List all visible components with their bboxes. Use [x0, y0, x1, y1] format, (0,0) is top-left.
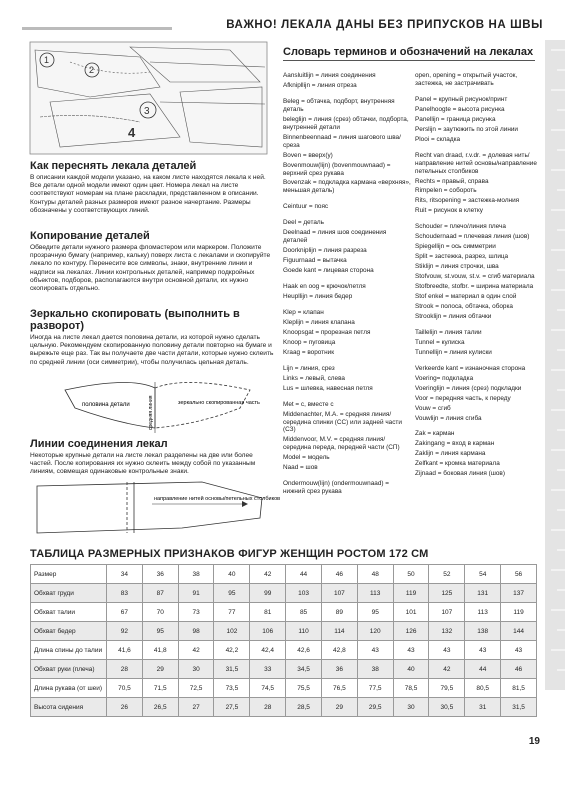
- table-cell: 78,5: [393, 679, 429, 698]
- glossary-entry: Zakingang = вход в карман: [415, 440, 495, 448]
- table-cell: 99: [250, 584, 286, 603]
- glossary-entry: Boven = вверх(у): [283, 151, 333, 159]
- table-cell: 72,5: [178, 679, 214, 698]
- table-cell: 31,5: [214, 660, 250, 679]
- table-cell: 73: [178, 603, 214, 622]
- glossary-entry: Doorkniplijn = линия разреза: [283, 247, 367, 255]
- glossary-entry: beleglijn = линия (срез) обтачки, подборта, внутренней детали: [283, 115, 409, 131]
- table-cell: 95: [142, 622, 178, 641]
- glossary-column-1: [283, 72, 411, 498]
- section-heading: Как переснять лекала деталей: [30, 160, 197, 172]
- table-cell: 95: [357, 603, 393, 622]
- glossary-entry: Kleplijn = линия клапана: [283, 318, 355, 326]
- glossary-entry: Ruit = рисунок в клетку: [415, 207, 483, 215]
- glossary-entry: Voeringlijn = линия (срез) подкладки: [415, 384, 522, 392]
- table-cell: 43: [501, 641, 537, 660]
- row-label: Длина спины до талии: [31, 641, 107, 660]
- table-cell: 42,4: [250, 641, 286, 660]
- glossary-column-2: [415, 72, 540, 480]
- sketch-num-1: 1: [44, 55, 50, 65]
- glossary-entry: Split = застежка, разрез, шлица: [415, 253, 509, 261]
- row-label: Длина рукава (от шеи): [31, 679, 107, 698]
- table-cell: 89: [321, 603, 357, 622]
- table-cell: 34,5: [286, 660, 322, 679]
- table-cell: 74,5: [250, 679, 286, 698]
- glossary-entry: Taillelijn = линия талии: [415, 328, 482, 336]
- glossary-entry: Schouder = плечо/линия плеча: [415, 223, 506, 231]
- row-label: Обхват бедер: [31, 622, 107, 641]
- row-label: Обхват груди: [31, 584, 107, 603]
- table-cell: 119: [501, 603, 537, 622]
- table-cell: 38: [357, 660, 393, 679]
- header-stripe: [22, 27, 172, 30]
- glossary-entry: Afknipllijn = линия отреза: [283, 81, 357, 89]
- table-cell: 92: [107, 622, 143, 641]
- table-cell: 42: [250, 565, 286, 584]
- table-cell: 31: [465, 698, 501, 717]
- table-cell: 43: [465, 641, 501, 660]
- table-cell: 138: [465, 622, 501, 641]
- table-cell: 52: [429, 565, 465, 584]
- glossary-entry: Perslijn = заутюжить по этой линии: [415, 125, 519, 133]
- table-cell: 113: [357, 584, 393, 603]
- glossary-title: Словарь терминов и обозначений на лекалах: [283, 46, 534, 58]
- glossary-entry: Tunnellijn = линия кулиски: [415, 348, 492, 356]
- section-joining-lines: [30, 438, 275, 477]
- glossary-entry: Schoudernaad = плечевая линия (шов): [415, 233, 530, 241]
- table-cell: 29: [142, 660, 178, 679]
- mirror-right-label: зеркально скопированная часть: [178, 400, 260, 406]
- table-cell: 75,5: [286, 679, 322, 698]
- table-cell: 103: [286, 584, 322, 603]
- section-copy-patterns: [30, 160, 275, 215]
- table-cell: 81,5: [501, 679, 537, 698]
- glossary-entry: Knoop = пуговица: [283, 338, 336, 346]
- table-cell: 110: [286, 622, 322, 641]
- glossary-entry: Stiklijn = линия строчки, шва: [415, 263, 499, 271]
- glossary-entry: Plooi = складка: [415, 135, 461, 143]
- table-cell: 30: [393, 698, 429, 717]
- table-cell: 28,5: [286, 698, 322, 717]
- table-cell: 70: [142, 603, 178, 622]
- glossary-entry: Stofbreedte, stofbr. = ширина материала: [415, 283, 534, 291]
- table-cell: 80,5: [465, 679, 501, 698]
- row-label: Размер: [31, 565, 107, 584]
- table-cell: 76,5: [321, 679, 357, 698]
- glossary-entry: Middenvoor, M.V. = средняя линия/середина переда, передней части (СП): [283, 436, 400, 452]
- table-cell: 85: [286, 603, 322, 622]
- table-row: [31, 641, 537, 660]
- table-cell: 102: [214, 622, 250, 641]
- glossary-entry: Deel = деталь: [283, 219, 324, 227]
- mirror-left-label: половина детали: [82, 402, 130, 408]
- glossary-entry: Tunnel = кулиска: [415, 338, 465, 346]
- glossary-entry: Stofvouw, st.vouw, st.v. = сгиб материала: [415, 273, 535, 281]
- table-cell: 87: [142, 584, 178, 603]
- table-row: [31, 698, 537, 717]
- page-title: ВАЖНО! ЛЕКАЛА ДАНЫ БЕЗ ПРИПУСКОВ НА ШВЫ: [220, 19, 543, 31]
- glossary-entry: Ondermouw(lijn) (ondermouwnaad) = нижний срез рукава: [283, 480, 390, 496]
- section-heading: Зеркально скопировать (выполнить в разворот): [30, 308, 240, 332]
- glossary-entry: Vouw = сгиб: [415, 404, 451, 412]
- glossary-entry: Zijnaad = боковая линия (шов): [415, 470, 505, 478]
- table-cell: 83: [107, 584, 143, 603]
- table-cell: 132: [429, 622, 465, 641]
- table-row: [31, 660, 537, 679]
- table-cell: 107: [321, 584, 357, 603]
- table-cell: 44: [465, 660, 501, 679]
- glossary-entry: Binnenbeennaad = линия шагового шва/среза: [283, 133, 401, 149]
- section-text: Некоторые крупные детали на листе лекал разделены на две или более частей. После копирования их нужно склеить между собой по указанным линиям, совмещая одинаковые контрольные знаки.: [30, 452, 256, 476]
- glossary-entry: Strook = полоса, обтачка, оборка: [415, 302, 513, 310]
- section-text: В описании каждой модели указано, на каком листе находятся лекала к ней. Все детали одной модели имеют один цвет. Номера лекал на листе соответствуют номерам на плане раскладки, представленном в описании. Контуры деталей разных размеров имеют разное начертание. Размеры обозначены у соответствующих линий.: [30, 174, 266, 214]
- table-cell: 42,2: [214, 641, 250, 660]
- table-cell: 30: [178, 660, 214, 679]
- table-row: [31, 565, 537, 584]
- table-cell: 131: [465, 584, 501, 603]
- glossary-entry: Zaklijn = линия кармана: [415, 450, 486, 458]
- section-copying-details: [30, 230, 275, 293]
- table-cell: 29,5: [357, 698, 393, 717]
- pattern-sheet-illustration: [30, 42, 267, 154]
- table-cell: 120: [357, 622, 393, 641]
- table-cell: 34: [107, 565, 143, 584]
- glossary-entry: Haak en oog = крючок/петля: [283, 283, 366, 291]
- glossary-entry: Deelnaad = линия шов соединения деталей: [283, 229, 387, 245]
- table-cell: 81: [250, 603, 286, 622]
- table-cell: 106: [250, 622, 286, 641]
- table-cell: 36: [321, 660, 357, 679]
- glossary-entry: Lus = шлевка, навесная петля: [283, 384, 373, 392]
- grain-label: направление нитей основы/петельных столбиков: [154, 496, 281, 502]
- glossary-entry: Ceintuur = пояс: [283, 203, 329, 211]
- table-cell: 42,6: [286, 641, 322, 660]
- table-cell: 40: [393, 660, 429, 679]
- glossary-entry: Panellijn = граница рисунка: [415, 115, 496, 123]
- table-cell: 77: [214, 603, 250, 622]
- glossary-entry: Beleg = обтачка, подборт, внутренняя деталь: [283, 97, 395, 113]
- table-cell: 107: [429, 603, 465, 622]
- mirror-diagram: [60, 378, 260, 434]
- table-cell: 98: [178, 622, 214, 641]
- table-cell: 54: [465, 565, 501, 584]
- glossary-entry: Aansluitlijn = линия соединения: [283, 72, 376, 79]
- glossary-entry: Panel = крупный рисунок/принт: [415, 95, 508, 103]
- table-cell: 36: [142, 565, 178, 584]
- table-cell: 44: [286, 565, 322, 584]
- glossary-entry: Met = с, вместе с: [283, 400, 334, 408]
- table-row: [31, 679, 537, 698]
- table-cell: 56: [501, 565, 537, 584]
- glossary-entry: Figuurnaad = вытачка: [283, 257, 347, 265]
- glossary-entry: Lijn = линия, срез: [283, 364, 335, 372]
- sketch-num-3: 3: [144, 106, 150, 117]
- table-cell: 43: [357, 641, 393, 660]
- section-text: Иногда на листе лекал дается половина детали, из которой нужно сделать цельную. Рекомендуем скопированную половину детали повторно на бумаге и вырежьте еще раз. Так вы получаете две части детали, которые нужно склеить по средней линии (оси симметрии), чтобы получилась цельная деталь.: [30, 334, 274, 366]
- page-header: [0, 18, 565, 38]
- table-cell: 42,8: [321, 641, 357, 660]
- table-cell: 95: [214, 584, 250, 603]
- page-number: 19: [528, 736, 540, 747]
- table-cell: 91: [178, 584, 214, 603]
- table-cell: 27: [178, 698, 214, 717]
- table-cell: 125: [429, 584, 465, 603]
- glossary-entry: Goede kant = лицевая сторона: [283, 267, 374, 275]
- table-cell: 42: [429, 660, 465, 679]
- glossary-entry: Heupllijn = линия бедер: [283, 293, 353, 301]
- table-cell: 41,8: [142, 641, 178, 660]
- glossary-entry: Rimpelen = собороть: [415, 187, 477, 195]
- table-cell: 71,5: [142, 679, 178, 698]
- glossary-entry: Voering= подкладка: [415, 374, 474, 382]
- table-cell: 40: [214, 565, 250, 584]
- glossary-entry: Spiegellijn = ось симметрии: [415, 243, 496, 251]
- glossary-entry: Rechts = правый, справа: [415, 177, 489, 185]
- table-cell: 33: [250, 660, 286, 679]
- glossary-entry: Klep = клапан: [283, 308, 324, 316]
- table-cell: 28: [250, 698, 286, 717]
- table-cell: 28: [107, 660, 143, 679]
- glossary-entry: Model = модель: [283, 454, 330, 462]
- section-heading: Копирование деталей: [30, 230, 150, 242]
- glossary-entry: Rits, ritsopening = застежка-молния: [415, 197, 520, 205]
- table-cell: 46: [501, 660, 537, 679]
- side-ruler: [545, 40, 565, 690]
- glossary-entry: Zak = карман: [415, 430, 455, 438]
- table-cell: 29: [321, 698, 357, 717]
- table-cell: 26,5: [142, 698, 178, 717]
- mirror-center-label: средняя линия: [148, 395, 154, 430]
- table-cell: 144: [501, 622, 537, 641]
- table-cell: 77,5: [357, 679, 393, 698]
- table-cell: 73,5: [214, 679, 250, 698]
- glossary-entry: Panelhoogte = высота рисунка: [415, 105, 505, 113]
- row-label: Высота сидения: [31, 698, 107, 717]
- glossary-entry: Knoopsgat = прорезная петля: [283, 328, 371, 336]
- glossary-entry: Bovenmouw(lijn) (bovenmouwnaad) = верхний срез рукава: [283, 161, 391, 177]
- joining-diagram: [32, 478, 281, 538]
- section-heading: Линии соединения лекал: [30, 438, 168, 450]
- table-cell: 31,5: [501, 698, 537, 717]
- section-mirror-copy: [30, 308, 275, 367]
- table-cell: 43: [393, 641, 429, 660]
- glossary-entry: Verkeerde kant = изнаночная сторона: [415, 364, 526, 372]
- table-cell: 126: [393, 622, 429, 641]
- table-cell: 46: [321, 565, 357, 584]
- row-label: Обхват руки (плеча): [31, 660, 107, 679]
- glossary-entry: Voor = передняя часть, к переду: [415, 394, 511, 402]
- table-cell: 41,6: [107, 641, 143, 660]
- size-table-title: ТАБЛИЦА РАЗМЕРНЫХ ПРИЗНАКОВ ФИГУР ЖЕНЩИН РОСТОМ 172 СМ: [30, 548, 429, 560]
- table-row: [31, 603, 537, 622]
- table-cell: 38: [178, 565, 214, 584]
- glossary-entry: Vouwlijn = линия сгиба: [415, 414, 482, 422]
- glossary-entry: Strooklijn = линия обтачки: [415, 312, 492, 320]
- table-cell: 27,5: [214, 698, 250, 717]
- table-cell: 43: [429, 641, 465, 660]
- table-row: [31, 622, 537, 641]
- sketch-num-2: 2: [89, 65, 95, 75]
- table-cell: 101: [393, 603, 429, 622]
- glossary-entry: Middenachter, M.A. = средняя линия/середина спинки (СС) или задней части (СЗ): [283, 410, 402, 434]
- table-cell: 48: [357, 565, 393, 584]
- table-cell: 119: [393, 584, 429, 603]
- glossary-rule: [283, 60, 535, 61]
- section-text: Обведите детали нужного размера фломастером или маркером. Положите прозрачную бумагу (например, кальку) поверх листа с лекалами и скопируйте лекало по контуру. Перенесите все символы, знаки, внутренние линии и надписи на лекалах. Линии контрольных деталей, например подкройных объектов, подборов, располагаются внутри основной детали, их нужно скопировать отдельно.: [30, 244, 271, 293]
- glossary-entry: Recht van draad, r.v.dr. = долевая нить/направление нитей основы/направление петельных столбиков: [415, 151, 537, 175]
- table-cell: 26: [107, 698, 143, 717]
- glossary-entry: Zelfkant = кромка материала: [415, 460, 500, 468]
- glossary-entry: Bovenzak = подкладка кармана «верхняя», меньшая деталь): [283, 179, 411, 195]
- glossary-entry: Stof enkel = материал в один слой: [415, 293, 517, 301]
- table-cell: 79,5: [429, 679, 465, 698]
- table-cell: 50: [393, 565, 429, 584]
- glossary-entry: Kraag = воротник: [283, 348, 335, 356]
- table-cell: 70,5: [107, 679, 143, 698]
- table-cell: 42: [178, 641, 214, 660]
- size-table: [30, 564, 537, 717]
- row-label: Обхват талии: [31, 603, 107, 622]
- table-cell: 137: [501, 584, 537, 603]
- glossary-entry: Naad = шов: [283, 464, 318, 472]
- table-cell: 114: [321, 622, 357, 641]
- glossary-entry: open, opening = открытый участок, застежка, не застрачивать: [415, 72, 518, 87]
- table-cell: 113: [465, 603, 501, 622]
- glossary-entry: Links = левый, слева: [283, 374, 345, 382]
- table-row: [31, 584, 537, 603]
- table-cell: 30,5: [429, 698, 465, 717]
- table-cell: 67: [107, 603, 143, 622]
- sketch-num-4: 4: [128, 125, 136, 140]
